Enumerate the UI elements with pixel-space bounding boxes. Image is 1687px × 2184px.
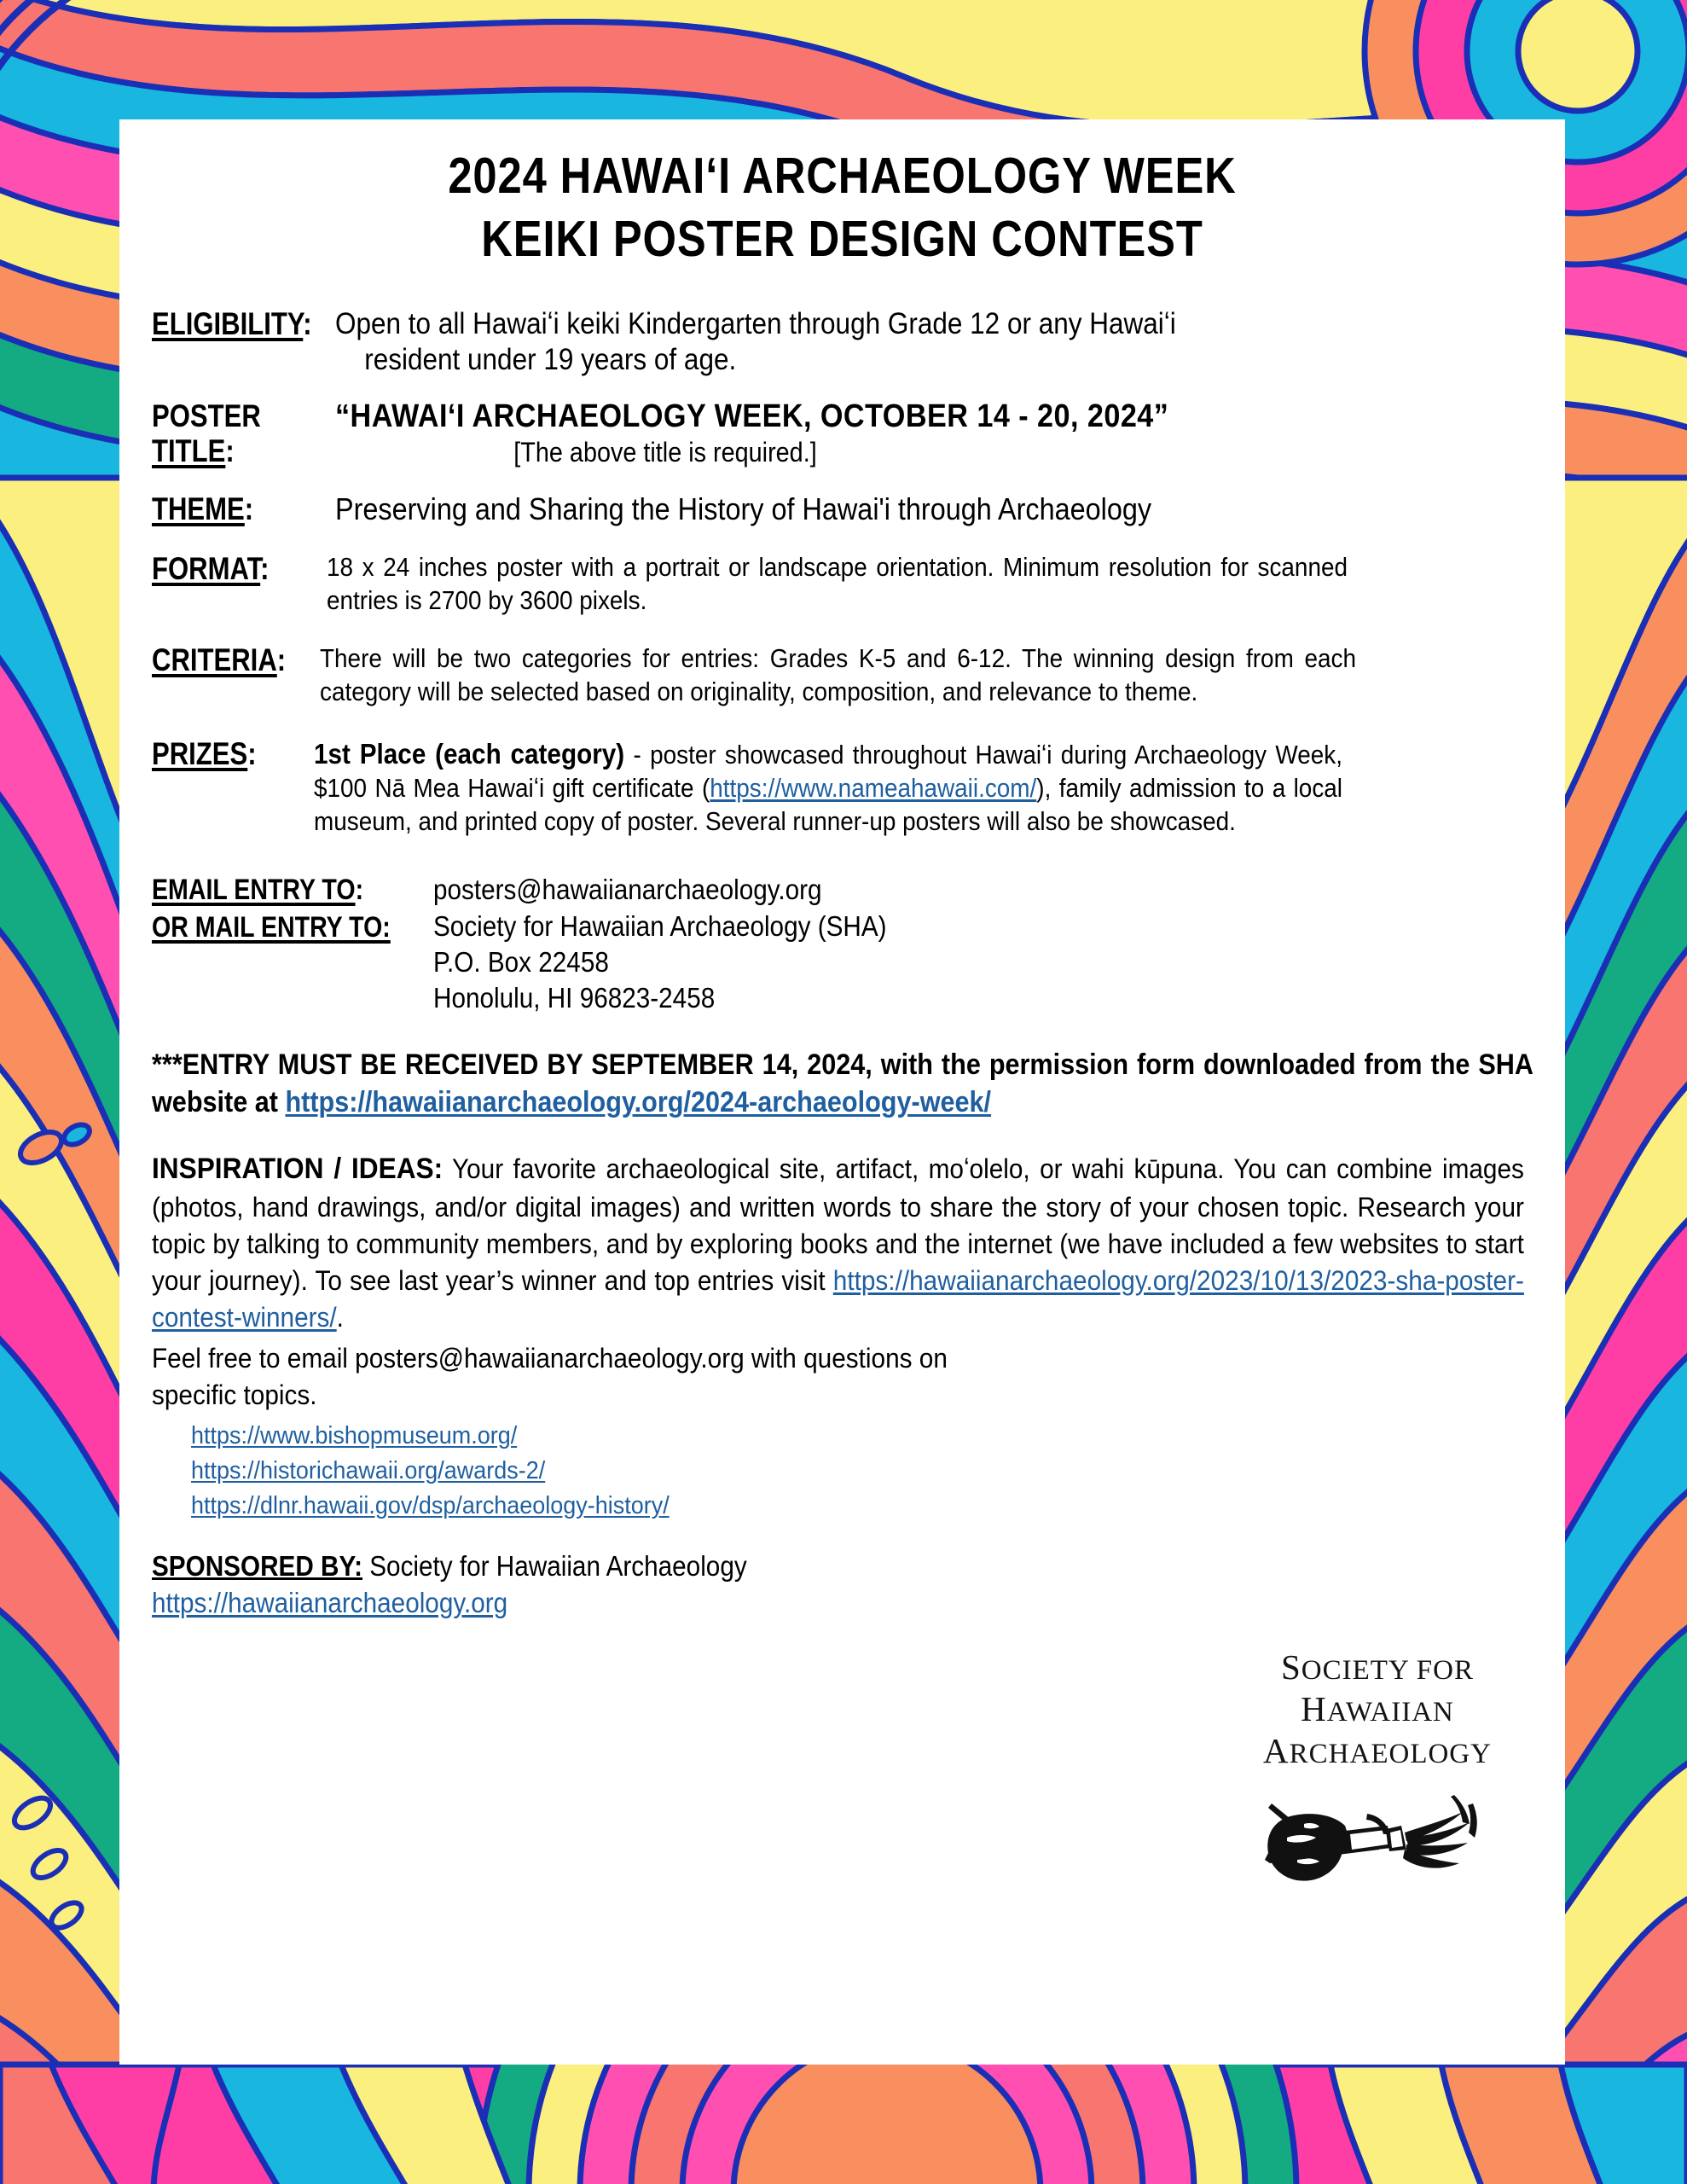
eligibility-label-text: ELIGIBILITY <box>152 305 304 341</box>
archaeology-week-link[interactable]: https://hawaiianarchaeology.org/2024-archaeology-week/ <box>285 1085 992 1118</box>
theme-label <box>152 491 306 527</box>
section-eligibility <box>152 306 1533 378</box>
eligibility-line-2: resident under 19 years of age. <box>364 342 737 376</box>
criteria-colon: : <box>276 642 287 678</box>
inspiration-text-2: . <box>336 1301 344 1333</box>
logo-line-3-cap: A <box>1263 1731 1290 1771</box>
entry-labels <box>152 872 391 946</box>
sponsored-by-line <box>152 1548 1226 1585</box>
logo-line-2-cap: H <box>1301 1689 1327 1729</box>
sha-logo <box>1224 1647 1531 1889</box>
page-title-line-1: 2024 HAWAIʻI ARCHAEOLOGY WEEK <box>448 148 1237 204</box>
logo-line-1-rest: OCIETY FOR <box>1301 1655 1474 1686</box>
contact-line-1: Feel free to email posters@hawaiianarchaeology.org with questions on <box>152 1343 948 1374</box>
format-label <box>152 551 299 587</box>
section-theme <box>152 491 1533 527</box>
prizes-first-place: 1st Place (each category) <box>314 737 625 770</box>
inspiration-text-1: Your favorite archaeological site, artifact, moʻolelo, or wahi kūpuna. You can combine images (photos, hand drawings, and/or digital images) and written words to share the story of your chosen topic. Research your topic by talking to community members, and by exploring books and the internet (we have included a few websites to start your journey). To see last year’s winner and top entries visit <box>152 1153 1524 1296</box>
section-poster-title <box>152 398 1533 469</box>
entry-email-address[interactable]: posters@hawaiianarchaeology.org <box>433 874 822 906</box>
deadline-text: ***ENTRY MUST BE RECEIVED BY SEPTEMBER 14, 2024, with the permission form downloaded from the SHA website at <box>152 1048 1533 1118</box>
logo-line-1-cap: S <box>1280 1647 1301 1687</box>
page-title-line-2: KEIKI POSTER DESIGN CONTEST <box>481 211 1203 268</box>
poster-title-label-underlined: TITLE <box>152 433 226 469</box>
mail-entry-label-text: OR MAIL ENTRY TO: <box>152 910 391 944</box>
poster-title-label <box>152 398 306 469</box>
resource-link-list <box>191 1420 1143 1523</box>
sha-website-link[interactable]: https://hawaiianarchaeology.org <box>152 1587 508 1619</box>
entry-city-state-zip: Honolulu, HI 96823-2458 <box>433 982 716 1014</box>
section-criteria <box>152 642 1533 709</box>
theme-label-text: THEME <box>152 491 245 526</box>
sponsored-by-label: SPONSORED BY: <box>152 1550 362 1583</box>
format-colon: : <box>260 550 270 586</box>
prizes-text-2: ), family admission to a local museum, and printed copy of poster. Several runner-up posters will also be showcased. <box>314 773 1342 837</box>
prizes-colon: : <box>247 735 257 771</box>
eligibility-line-1: Open to all Hawaiʻi keiki Kindergarten through Grade 12 or any Hawaiʻi <box>335 306 1176 340</box>
section-entry <box>152 872 1533 1016</box>
prizes-text-1: - poster showcased throughout Hawaiʻi during Archaeology Week, $100 Nā Mea Hawaiʻi gift certificate ( <box>314 739 1342 804</box>
section-deadline <box>152 1047 1533 1121</box>
prizes-label-text: PRIZES <box>152 735 248 771</box>
poster-title-label-line-2 <box>152 433 306 468</box>
past-winners-link[interactable]: https://hawaiianarchaeology.org/2023/10/13/2023-sha-poster-contest-winners/ <box>152 1264 1524 1333</box>
section-contact <box>152 1340 1342 1412</box>
entry-org-name: Society for Hawaiian Archaeology (SHA) <box>433 909 887 942</box>
prizes-label <box>152 736 288 772</box>
email-entry-colon: : <box>355 874 364 907</box>
poster-title-colon: : <box>225 433 235 469</box>
eligibility-colon: : <box>303 305 312 341</box>
contact-line-2: specific topics. <box>152 1379 317 1410</box>
poster-title-note: [The above title is required.] <box>513 436 817 468</box>
section-inspiration <box>152 1150 1524 1335</box>
poster-title-value-group <box>335 398 1413 468</box>
historic-hawaii-link[interactable]: https://historichawaii.org/awards-2/ <box>191 1457 546 1485</box>
criteria-label <box>152 642 293 678</box>
logo-line-3-rest: RCHAEOLOGY <box>1289 1739 1492 1770</box>
dlnr-archaeology-history-link[interactable]: https://dlnr.hawaii.gov/dsp/archaeology-history/ <box>191 1492 670 1520</box>
inspiration-heading: INSPIRATION / IDEAS: <box>152 1153 443 1186</box>
section-prizes <box>152 736 1533 839</box>
theme-value: Preserving and Sharing the History of Hawai'i through Archaeology <box>335 491 1152 526</box>
section-format <box>152 551 1533 618</box>
entry-po-box: P.O. Box 22458 <box>433 945 609 978</box>
logo-line-3 <box>1224 1730 1531 1772</box>
logo-line-2-rest: AWAIIAN <box>1326 1697 1454 1728</box>
mail-entry-label <box>152 909 391 947</box>
criteria-value: There will be two categories for entries: Grades K-5 and 6-12. The winning design from each category will be selected based on originality, composition, and relevance to theme. <box>320 643 1356 706</box>
poster-title-label-line-1: POSTER <box>152 398 261 433</box>
eligibility-label <box>152 305 312 342</box>
theme-colon: : <box>244 491 254 526</box>
logo-line-1 <box>1224 1647 1531 1688</box>
nameahawaii-link[interactable]: https://www.nameahawaii.com/ <box>710 773 1037 804</box>
logo-line-2 <box>1224 1688 1531 1730</box>
section-sponsored-by <box>152 1548 1226 1622</box>
eligibility-value <box>335 306 1413 378</box>
poster-title-required-text: “HAWAIʻI ARCHAEOLOGY WEEK, OCTOBER 14 - 20, 2024” <box>335 398 1169 434</box>
poster-content-sheet <box>119 119 1565 2065</box>
sponsored-by-value: Society for Hawaiian Archaeology <box>362 1550 747 1583</box>
bishop-museum-link[interactable]: https://www.bishopmuseum.org/ <box>191 1421 518 1449</box>
adze-tool-icon <box>1249 1778 1505 1889</box>
email-entry-label-text: EMAIL ENTRY TO <box>152 874 356 907</box>
email-entry-label <box>152 872 388 909</box>
format-value: 18 x 24 inches poster with a portrait or landscape orientation. Minimum resolution for scanned entries is 2700 by 3600 pixels. <box>327 551 1348 615</box>
criteria-label-text: CRITERIA <box>152 642 277 678</box>
entry-values <box>433 872 1423 1016</box>
prizes-value <box>314 736 1342 839</box>
format-label-text: FORMAT <box>152 550 261 586</box>
